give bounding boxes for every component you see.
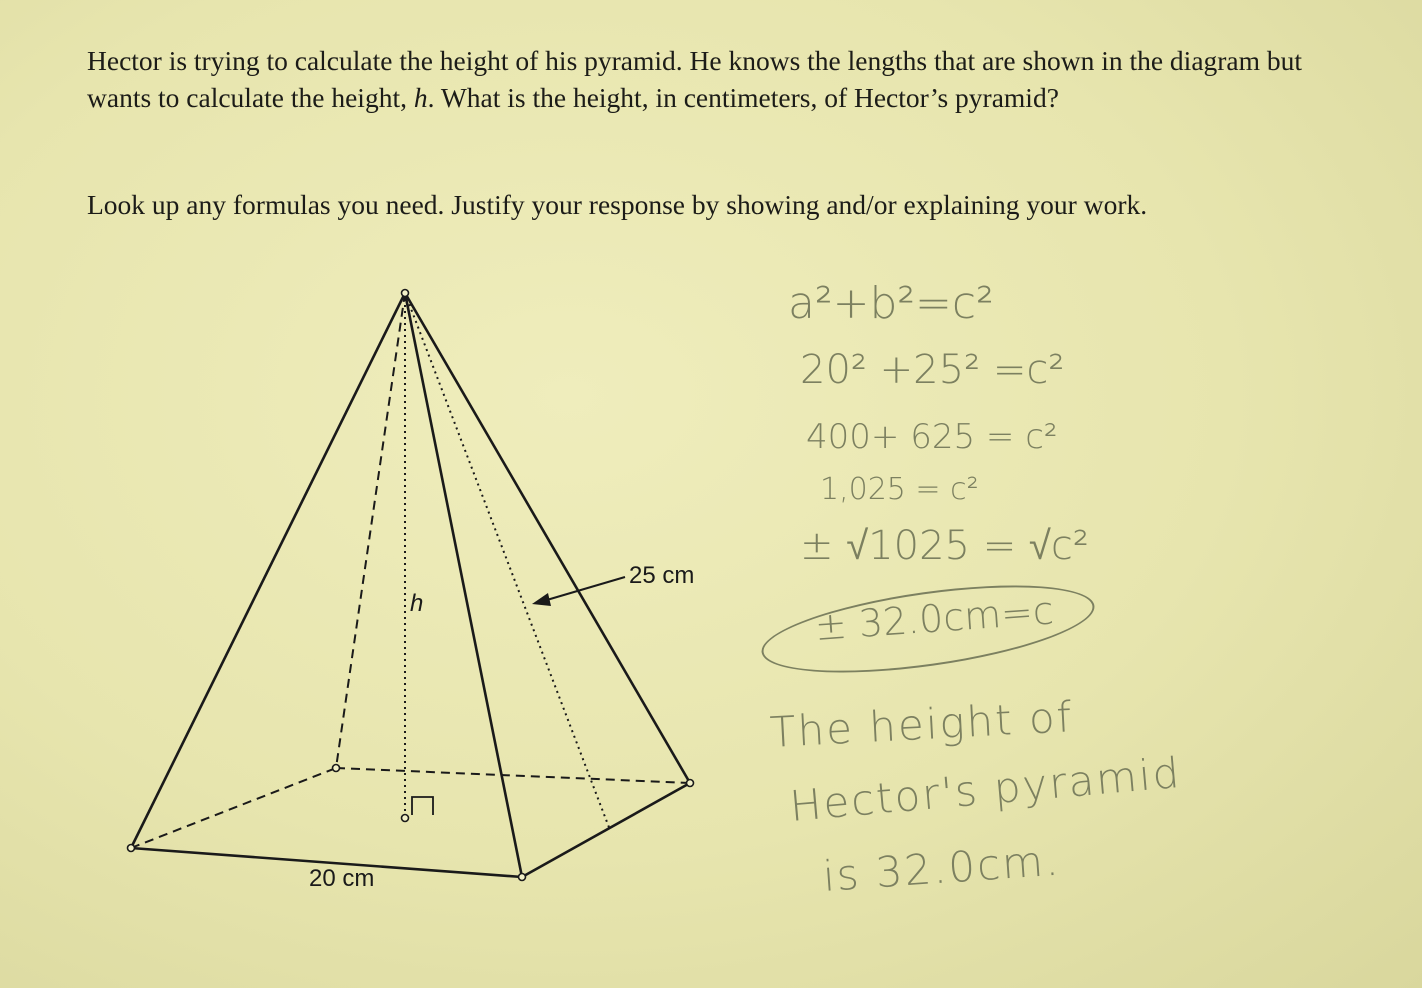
question-part-1: Hector is trying to calculate the height of his pyramid. He knows the lengths that are shown in the diagram but wants to calculate the height,	[87, 45, 1303, 113]
instructions-text: Look up any formulas you need. Justify your response by showing and/or explaining your work.	[87, 189, 1148, 220]
work-line-1: a²+b²=c²	[788, 278, 994, 329]
slant-length-label: 25 cm	[629, 562, 695, 589]
vertex-left	[128, 845, 135, 852]
edge-apex-right	[405, 293, 690, 783]
work-line-3: 400+ 625 = c²	[806, 417, 1058, 457]
slant-arrow-head	[532, 593, 551, 606]
work-line-4: 1,025 = c²	[820, 472, 979, 507]
vertex-front	[519, 874, 526, 881]
slant-height-line	[405, 293, 610, 830]
answer-line-2: Hector's pyramid	[787, 747, 1184, 831]
right-angle-marker	[412, 797, 433, 815]
answer-line-1: The height of	[768, 692, 1075, 757]
edge-base-left	[131, 768, 336, 848]
vertex-apex	[402, 290, 409, 297]
answer-line-3: is 32.0cm.	[821, 835, 1062, 901]
vertex-back	[333, 765, 340, 772]
base-length-label: 20 cm	[309, 865, 375, 892]
edge-base-back	[336, 768, 690, 783]
work-line-5: ± √1025 = √c²	[800, 523, 1089, 569]
question-variable-h: h	[413, 82, 428, 113]
work-line-2: 20² +25² =c²	[800, 347, 1065, 393]
height-label: h	[410, 590, 424, 617]
edge-apex-front	[405, 293, 522, 877]
vertex-center	[402, 815, 409, 822]
edge-apex-left	[131, 293, 405, 848]
vertex-right	[687, 780, 694, 787]
work-line-6: ± 32.0cm=c	[813, 588, 1056, 649]
edge-base-right	[522, 783, 690, 877]
question-part-2: . What is the height, in centimeters, of Hector’s pyramid?	[427, 82, 1059, 113]
